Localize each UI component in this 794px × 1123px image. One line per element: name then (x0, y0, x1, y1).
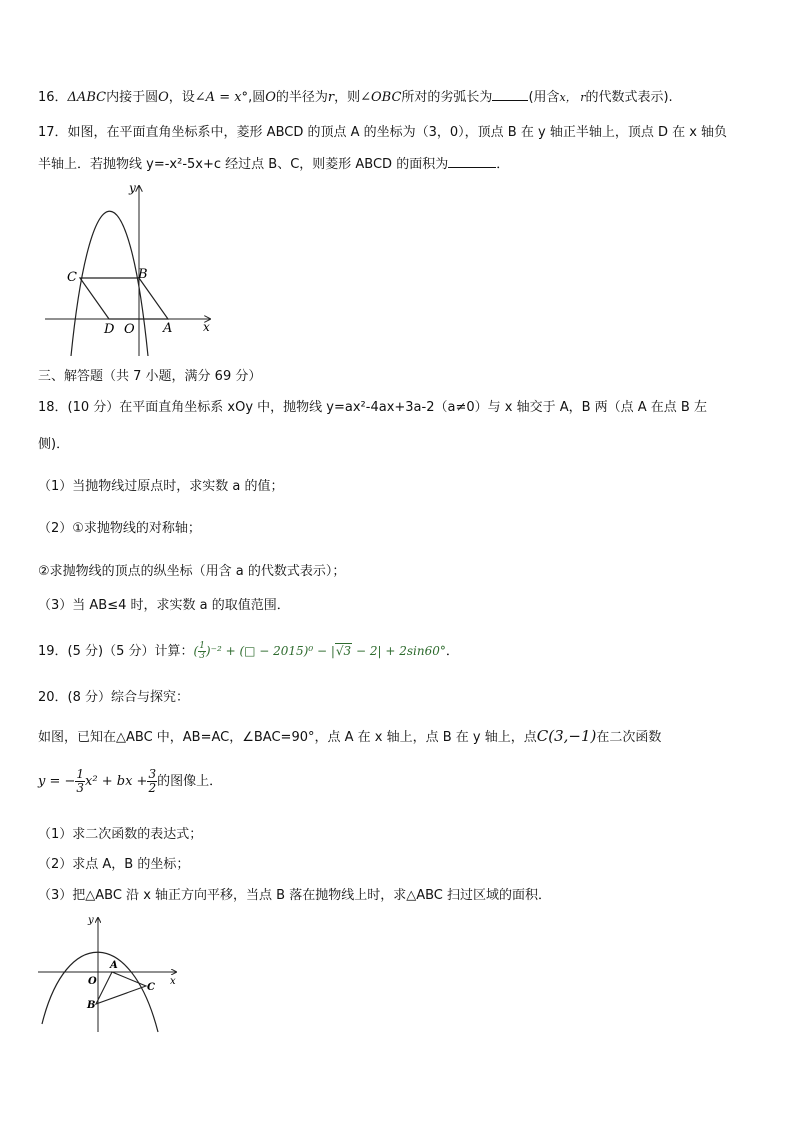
q20-eq-mid: x² + bx + (85, 774, 148, 789)
q17-answer-blank[interactable] (448, 155, 496, 168)
q20-title: 20．(8 分）综合与探究： (38, 690, 190, 705)
q20-line-1 (38, 727, 661, 747)
q20-parabola (42, 952, 158, 1032)
q19-expr-2: − 2| + 2sin60° (352, 644, 446, 658)
q19-label: 19．(5 分)（5 分）计算： (38, 644, 194, 659)
q16-circle-o: O (158, 90, 169, 105)
q20-label-o: O (88, 976, 97, 987)
q17-label-c: C (67, 270, 77, 285)
q19-expr-1: ⁻² + (□ − 2015)⁰ − | (210, 644, 335, 658)
q20-equation-line (38, 768, 222, 796)
q19-end: ． (445, 644, 459, 659)
q17-line-1: 17．如图，在平面直角坐标系中，菱形 ABCD 的顶点 A 的坐标为（3，0），顶点 B 在 y 轴正半轴上，顶点 D 在 x 轴负 (38, 125, 728, 140)
q18-line-1: 18．(10 分）在平面直角坐标系 xOy 中，抛物线 y=ax²-4ax+3a-2（a≠0）与 x 轴交于 A，B 两（点 A 在点 B 左 (38, 400, 707, 415)
q20-label-c: C (147, 982, 155, 993)
q18-part-3: （3）当 AB≤4 时，求实数 a 的取值范围． (38, 598, 290, 613)
q20-figure (36, 912, 186, 1037)
q20-line-1-text: 如图，已知在△ABC 中，AB=AC，∠BAC=90°，点 A 在 x 轴上，点 B 在 y 轴上，点 (38, 730, 537, 745)
q19-frac-den: 3 (199, 651, 205, 661)
q20-part-1: （1）求二次函数的表达式； (38, 827, 203, 842)
q20-frac-1-den: 3 (76, 781, 85, 795)
q16-angle-a: ∠A = x° (194, 90, 249, 105)
q17-line-2-text: 半轴上．若抛物线 y=-x²-5x+c 经过点 B、C，则菱形 ABCD 的面积为 (38, 157, 449, 172)
q17-line-2 (38, 155, 509, 174)
q16-circle-o-2: O (265, 90, 276, 105)
q17-label-x: x (203, 320, 210, 334)
q16-text-6: 所对的劣弧长为 (401, 90, 493, 105)
q20-frac-1-num: 1 (76, 767, 85, 781)
q16-text-5: ，则 (334, 90, 361, 105)
q16-text-7: (用含 (528, 90, 560, 105)
q16-text-4: 的半径为 (275, 90, 328, 105)
q17-label-a: A (163, 321, 173, 336)
q20-frac-1 (75, 768, 85, 795)
q20-point-c: C(3,−1) (536, 727, 597, 745)
q20-part-2: （2）求点 A，B 的坐标； (38, 857, 190, 872)
q19-frac-num: 1 (199, 641, 205, 651)
q20-part-3: （3）把△ABC 沿 x 轴正方向平移，当点 B 落在抛物线上时，求△ABC 扫过区域的面积． (38, 888, 551, 903)
q19-sqrt: √3 (335, 644, 352, 658)
section-3-header: 三、解答题（共 7 小题，满分 69 分） (38, 369, 262, 384)
q17-rhombus (80, 278, 168, 319)
q16-angle-obc: ∠OBC (360, 90, 402, 105)
q16-number: 16． (38, 90, 68, 105)
q18-part-2b: ②求抛物线的顶点的纵坐标（用含 a 的代数式表示）； (38, 564, 346, 579)
q19-fraction (198, 642, 206, 661)
q20-frac-2-den: 2 (148, 781, 157, 795)
q17-label-o: O (124, 322, 135, 337)
q17-label-d: D (104, 322, 115, 337)
q20-label-x: x (170, 976, 176, 987)
q20-frac-2 (147, 768, 157, 795)
q20-eq-end: 的图像上． (157, 774, 223, 789)
q16-text-1: 内接于圆 (106, 90, 159, 105)
question-19 (38, 642, 459, 661)
q16-text-8: 的代数式表示). (585, 90, 673, 105)
question-16 (38, 88, 673, 107)
q20-line-1-end: 在二次函数 (596, 730, 662, 745)
q20-label-b: B (87, 1000, 96, 1011)
q17-figure (40, 178, 225, 360)
q17-line-2-end: ． (496, 157, 510, 172)
q16-vars: x， r (559, 91, 586, 104)
q20-triangle (96, 972, 146, 1004)
q18-part-1: （1）当抛物线过原点时，求实数 a 的值； (38, 479, 284, 494)
q16-triangle: ΔABC (67, 90, 107, 105)
q16-answer-blank[interactable] (492, 88, 528, 101)
q16-radius: r (327, 90, 335, 105)
q17-label-y: y (129, 181, 136, 195)
q20-eq-y: y = − (38, 774, 76, 789)
q17-label-b: B (138, 267, 148, 282)
q16-text-2: ，设 (168, 90, 195, 105)
q16-text-3: ,圆 (248, 90, 266, 105)
q20-frac-2-num: 3 (148, 767, 157, 781)
q18-line-2: 侧)． (38, 437, 70, 452)
q20-label-y: y (88, 915, 94, 926)
q20-label-a: A (110, 960, 118, 971)
q18-part-2: （2）①求抛物线的对称轴； (38, 521, 201, 536)
q19-expression: ( $\frac{1}{3}$ )⁻² + (□ − 2015)⁰ − |√3 − 2| + 2sin60° (193, 641, 446, 661)
